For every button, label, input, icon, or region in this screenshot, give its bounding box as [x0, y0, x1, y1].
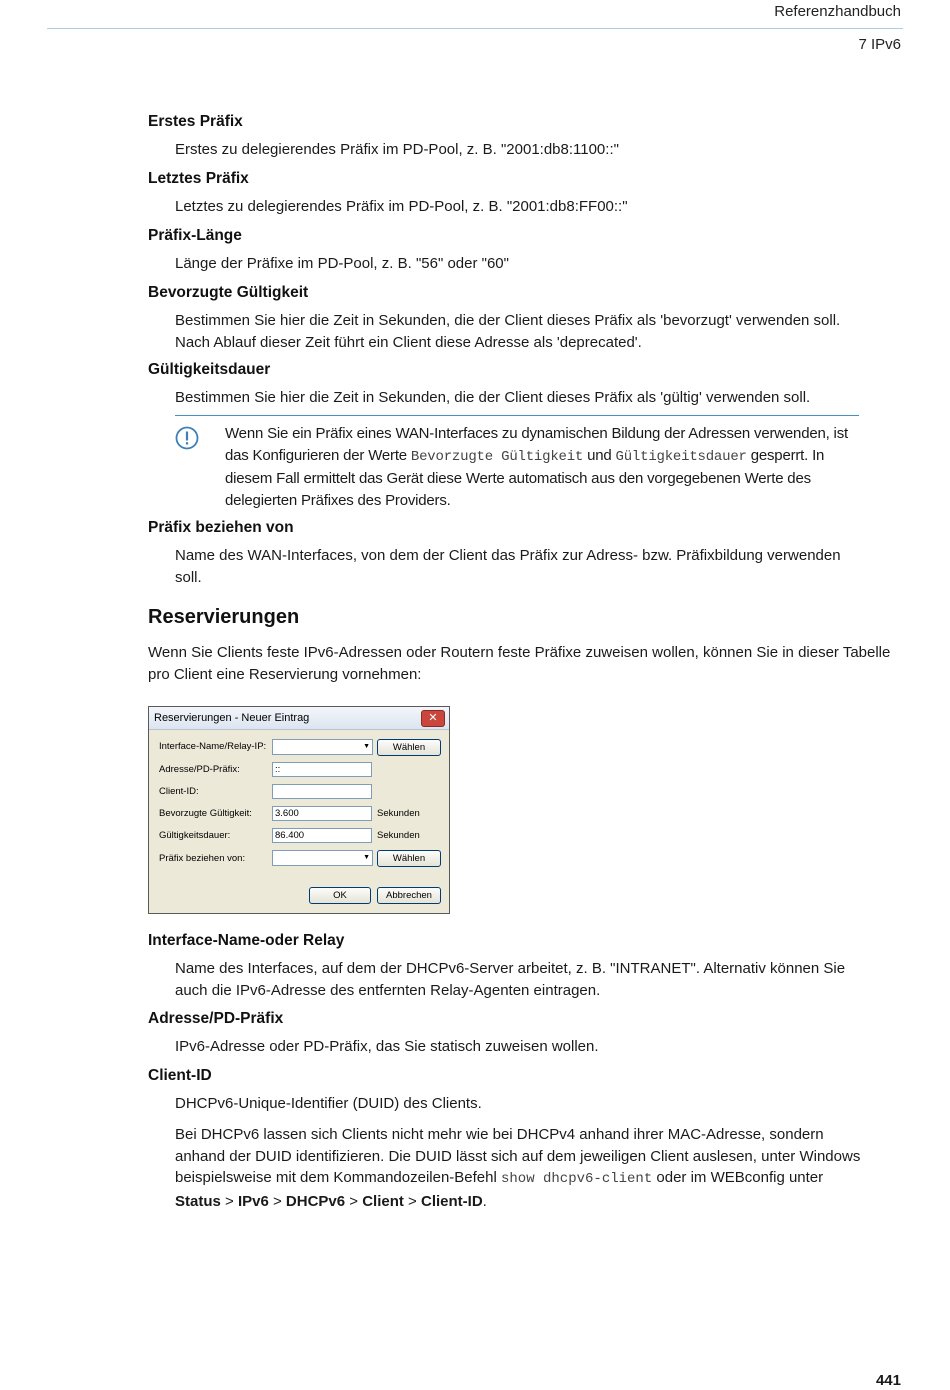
term-interface-name: Interface-Name-oder Relay	[148, 932, 345, 949]
label-praefix: Präfix beziehen von:	[159, 853, 246, 864]
section-title: Reservierungen	[148, 606, 300, 628]
term-gueltigkeitsdauer: Gültigkeitsdauer	[148, 361, 271, 378]
running-header-chapter: 7 IPv6	[858, 36, 901, 53]
desc-letztes-praefix: Letztes zu delegierendes Präfix im PD-Pool, z. B. "2001:db8:FF00::"	[175, 198, 628, 215]
praefix-combo[interactable]	[272, 850, 373, 866]
note-rule	[175, 415, 859, 416]
desc-erstes-praefix: Erstes zu delegierendes Präfix im PD-Pool, z. B. "2001:db8:1100::"	[175, 141, 619, 158]
term-adresse-pd-praefix: Adresse/PD-Präfix	[148, 1010, 284, 1027]
path-status: Status	[175, 1192, 221, 1210]
desc-praefix-laenge: Länge der Präfixe im PD-Pool, z. B. "56" oder "60"	[175, 255, 509, 272]
unit-bevorzugt: Sekunden	[377, 808, 420, 819]
label-client-id: Client-ID:	[159, 786, 199, 797]
desc-interface-name: Name des Interfaces, auf dem der DHCPv6-Server arbeitet, z. B. "INTRANET". Alternativ können Sie auch die IPv6-Adresse des entfernten Relay-Agenten eintragen.	[175, 960, 846, 999]
close-icon[interactable]: ✕	[421, 710, 445, 727]
reservation-dialog	[148, 706, 450, 914]
gueltig-field[interactable]: 86.400	[272, 828, 372, 843]
desc-praefix-beziehen: Name des WAN-Interfaces, von dem der Client das Präfix zur Adress- bzw. Präfixbildung verwenden soll.	[175, 547, 841, 586]
section-intro: Wenn Sie Clients feste IPv6-Adressen oder Routern feste Präfixe zuweisen wollen, können Sie in dieser Tabelle pro Client eine Reservierung vornehmen:	[148, 644, 891, 683]
header-rule	[47, 28, 903, 29]
chevron-down-icon: ▼	[363, 743, 370, 750]
note-code-gueltigkeitsdauer: Gültigkeitsdauer	[615, 448, 747, 465]
unit-gueltig: Sekunden	[377, 830, 420, 841]
command-code: show dhcpv6-client	[501, 1171, 653, 1187]
path-ipv6: IPv6	[237, 1192, 269, 1210]
exclamation-circle-icon	[174, 425, 200, 451]
ok-button[interactable]: OK	[309, 887, 371, 904]
dialog-titlebar	[149, 707, 449, 730]
label-interface: Interface-Name/Relay-IP:	[159, 741, 267, 752]
chevron-down-icon: ▼	[363, 854, 370, 861]
path-client-id: Client-ID	[421, 1192, 483, 1210]
term-erstes-praefix: Erstes Präfix	[148, 113, 243, 130]
term-client-id: Client-ID	[148, 1067, 212, 1084]
note-text: Wenn Sie ein Präfix eines WAN-Interfaces zu dynamischen Bildung der Adressen verwenden, ist das Konfigurieren der Werte Bevorzugte Gültigkeit und Gültigkeitsdauer gesperrt. In diesem Fall ermittelt das Gerät diese Werte automatisch aus den vorgegebenen Werte des delegierten Präfixes des Providers.	[225, 425, 848, 509]
note-code-bevorzugt: Bevorzugte Gültigkeit	[410, 448, 584, 465]
label-bevorzugt: Bevorzugte Gültigkeit:	[159, 808, 252, 819]
term-praefix-beziehen: Präfix beziehen von	[148, 519, 294, 536]
bevorzugt-field[interactable]: 3.600	[272, 806, 372, 821]
term-praefix-laenge: Präfix-Länge	[148, 227, 242, 244]
waehlen-button-praefix[interactable]: Wählen	[377, 850, 441, 867]
label-adresse: Adresse/PD-Präfix:	[159, 764, 240, 775]
term-letztes-praefix: Letztes Präfix	[148, 170, 249, 187]
desc-client-id: DHCPv6-Unique-Identifier (DUID) des Clients.	[175, 1095, 482, 1112]
label-gueltig: Gültigkeitsdauer:	[159, 830, 231, 841]
cancel-button[interactable]: Abbrechen	[377, 887, 441, 904]
duid-paragraph: Bei DHCPv6 lassen sich Clients nicht mehr wie bei DHCPv4 anhand ihrer MAC-Adresse, sondern anhand der DUID identifizieren. Die DUID lässt sich auf dem jeweiligen Client auslesen, unter Windows beispielsweise mit dem Kommandozeilen-Befehl show dhcpv6-client oder im WEBconfig unter Status > IPv6 > DHCPv6 > Client > Client-ID.	[175, 1126, 861, 1210]
interface-combo[interactable]	[272, 739, 373, 755]
desc-bevorzugte-gueltigkeit: Bestimmen Sie hier die Zeit in Sekunden, die der Client dieses Präfix als 'bevorzugt' verwenden soll. Nach Ablauf dieser Zeit führt ein Client diese Adresse als 'deprecated'.	[175, 312, 841, 351]
path-client: Client	[362, 1192, 404, 1210]
waehlen-button-interface[interactable]: Wählen	[377, 739, 441, 756]
desc-adresse-pd-praefix: IPv6-Adresse oder PD-Präfix, das Sie statisch zuweisen wollen.	[175, 1038, 599, 1055]
adresse-field[interactable]: ::	[272, 762, 372, 777]
page-number: 441	[875, 1372, 901, 1389]
term-bevorzugte-gueltigkeit: Bevorzugte Gültigkeit	[148, 284, 309, 301]
path-dhcpv6: DHCPv6	[285, 1192, 346, 1210]
running-header-title: Referenzhandbuch	[774, 3, 901, 20]
dialog-title: Reservierungen - Neuer Eintrag	[154, 712, 310, 724]
desc-gueltigkeitsdauer: Bestimmen Sie hier die Zeit in Sekunden, die der Client dieses Präfix als 'gültig' verwenden soll.	[175, 389, 811, 406]
client-id-field[interactable]	[272, 784, 372, 799]
